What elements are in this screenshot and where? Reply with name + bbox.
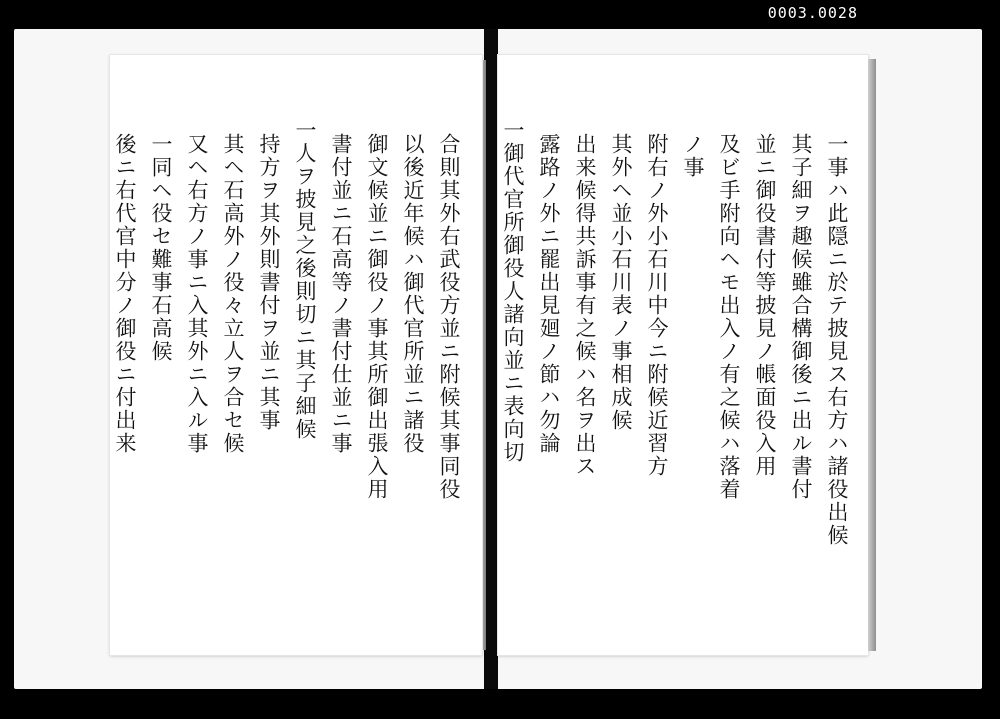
film-border xyxy=(0,689,1000,719)
text-column: 露路ノ外ニ罷出見廻ノ節ハ勿論 xyxy=(537,133,561,455)
text-column: 其ヘ石高外ノ役々立人ヲ合セ候 xyxy=(221,133,245,455)
text-column: ノ事 xyxy=(681,133,705,179)
text-column: 一人ヲ披見之後則切ニ其子細候 xyxy=(293,119,317,441)
text-column: 一同ヘ役セ難事石高候 xyxy=(149,133,173,363)
text-column: 並ニ御役書付等披見ノ帳面役入用 xyxy=(753,133,777,478)
text-column: 合則其外右武役方並ニ附候其事同役 xyxy=(437,133,461,501)
text-column: 一御代官所御役人諸向並ニ表向切 xyxy=(501,119,525,464)
text-column: 又ヘ右方ノ事ニ入其外ニ入ル事 xyxy=(185,133,209,455)
text-column: 持方ヲ其外則書付ヲ並ニ其事 xyxy=(257,133,281,432)
right-page xyxy=(498,55,868,655)
left-page-text xyxy=(113,119,461,625)
text-column: 其外ヘ並小石川表ノ事相成候 xyxy=(609,133,633,432)
left-page xyxy=(110,55,482,655)
text-column: 以後近年候ハ御代官所並ニ諸役 xyxy=(401,133,425,455)
text-column: 一事ハ此隠ニ於テ披見ス右方ハ諸役出候 xyxy=(825,133,849,547)
text-column: 後ニ右代官中分ノ御役ニ付出来 xyxy=(113,133,137,455)
book-gutter xyxy=(484,29,498,689)
right-page-text xyxy=(501,119,849,625)
text-column: 其子細ヲ趣候雖合構御後ニ出ル書付 xyxy=(789,133,813,501)
text-column: 書付並ニ石高等ノ書付仕並ニ事 xyxy=(329,133,353,455)
text-column: 御文候並ニ御役ノ事其所御出張入用 xyxy=(365,133,389,501)
text-column: 出来候得共訴事有之候ハ名ヲ出ス xyxy=(573,133,597,478)
text-column: 及ビ手附向ヘモ出入ノ有之候ハ落着 xyxy=(717,133,741,501)
frame-number: 0003.0028 xyxy=(767,4,858,22)
text-column: 附右ノ外小石川中今ニ附候近習方 xyxy=(645,133,669,478)
